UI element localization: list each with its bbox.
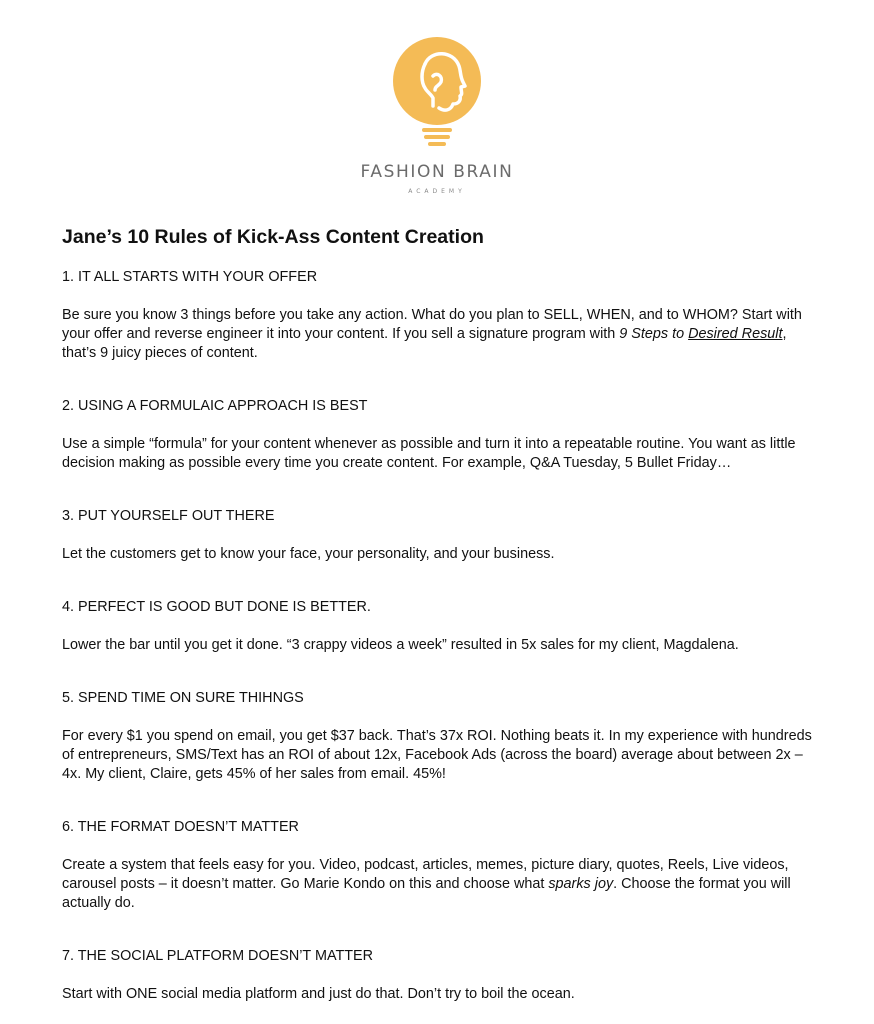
rule-6-heading: 6. THE FORMAT DOESN’T MATTER [62, 819, 299, 835]
rule-6-body-text-b: . Choose the format you will actually do. [62, 876, 791, 911]
rule-6-body-emphasis: sparks joy [548, 876, 614, 892]
rule-4-body: Lower the bar until you get it done. “3 crappy videos a week” resulted in 5x sales for my client, Magdalena. [62, 637, 739, 653]
brand-logo [0, 36, 874, 195]
rule-5-body: For every $1 you spend on email, you get $37 back. That’s 37x ROI. Nothing beats it. In my experience with hundreds of entrepreneurs, SMS/Text has an ROI of about 12x, Facebook Ads (across the board) average about between 2x – 4x. My client, Claire, gets 45% of her sales from email. 45%! [62, 728, 812, 782]
rule-2-body: Use a simple “formula” for your content whenever as possible and turn it into a repeatable routine. You want as little decision making as possible every time you create content. For example, Q&A Tuesday, 5 Bullet Friday… [62, 436, 796, 471]
rule-1-body-text-b: , that’s 9 juicy pieces of content. [62, 326, 787, 361]
rule-1-body-emphasis: 9 Steps to [619, 326, 689, 342]
rule-1-body-text-a: Be sure you know 3 things before you take any action. What do you plan to SELL, WHEN, and to WHOM? Start with your offer and reverse engineer it into your content. If you sell a signature program with [62, 307, 802, 342]
rule-7-heading: 7. THE SOCIAL PLATFORM DOESN’T MATTER [62, 948, 374, 964]
brand-subtitle: ACADEMY [408, 188, 466, 195]
rule-2-heading: 2. USING A FORMULAIC APPROACH IS BEST [62, 398, 368, 414]
lightbulb-head-icon [391, 36, 483, 148]
rule-1-body [62, 306, 822, 363]
rule-3-heading: 3. PUT YOURSELF OUT THERE [62, 508, 275, 524]
rule-7-body: Start with ONE social media platform and just do that. Don’t try to boil the ocean. [62, 986, 575, 1002]
rule-5-heading: 5. SPEND TIME ON SURE THIHNGS [62, 690, 304, 706]
rule-6-body-text-a: Create a system that feels easy for you. Video, podcast, articles, memes, picture diary, quotes, Reels, Live videos, carousel posts – it doesn’t matter. Go Marie Kondo on this and choose what [62, 857, 789, 892]
brand-name: FASHION BRAIN [360, 162, 514, 182]
rule-4-heading: 4. PERFECT IS GOOD BUT DONE IS BETTER. [62, 599, 371, 615]
rule-1-heading: 1. IT ALL STARTS WITH YOUR OFFER [62, 269, 318, 285]
rule-3-body: Let the customers get to know your face, your personality, and your business. [62, 546, 555, 562]
document-body [62, 224, 822, 1004]
rule-6-body [62, 856, 822, 913]
document-title: Jane’s 10 Rules of Kick-Ass Content Creation [62, 226, 484, 248]
rule-1-body-emphasis-underlined: Desired Result [688, 326, 783, 342]
